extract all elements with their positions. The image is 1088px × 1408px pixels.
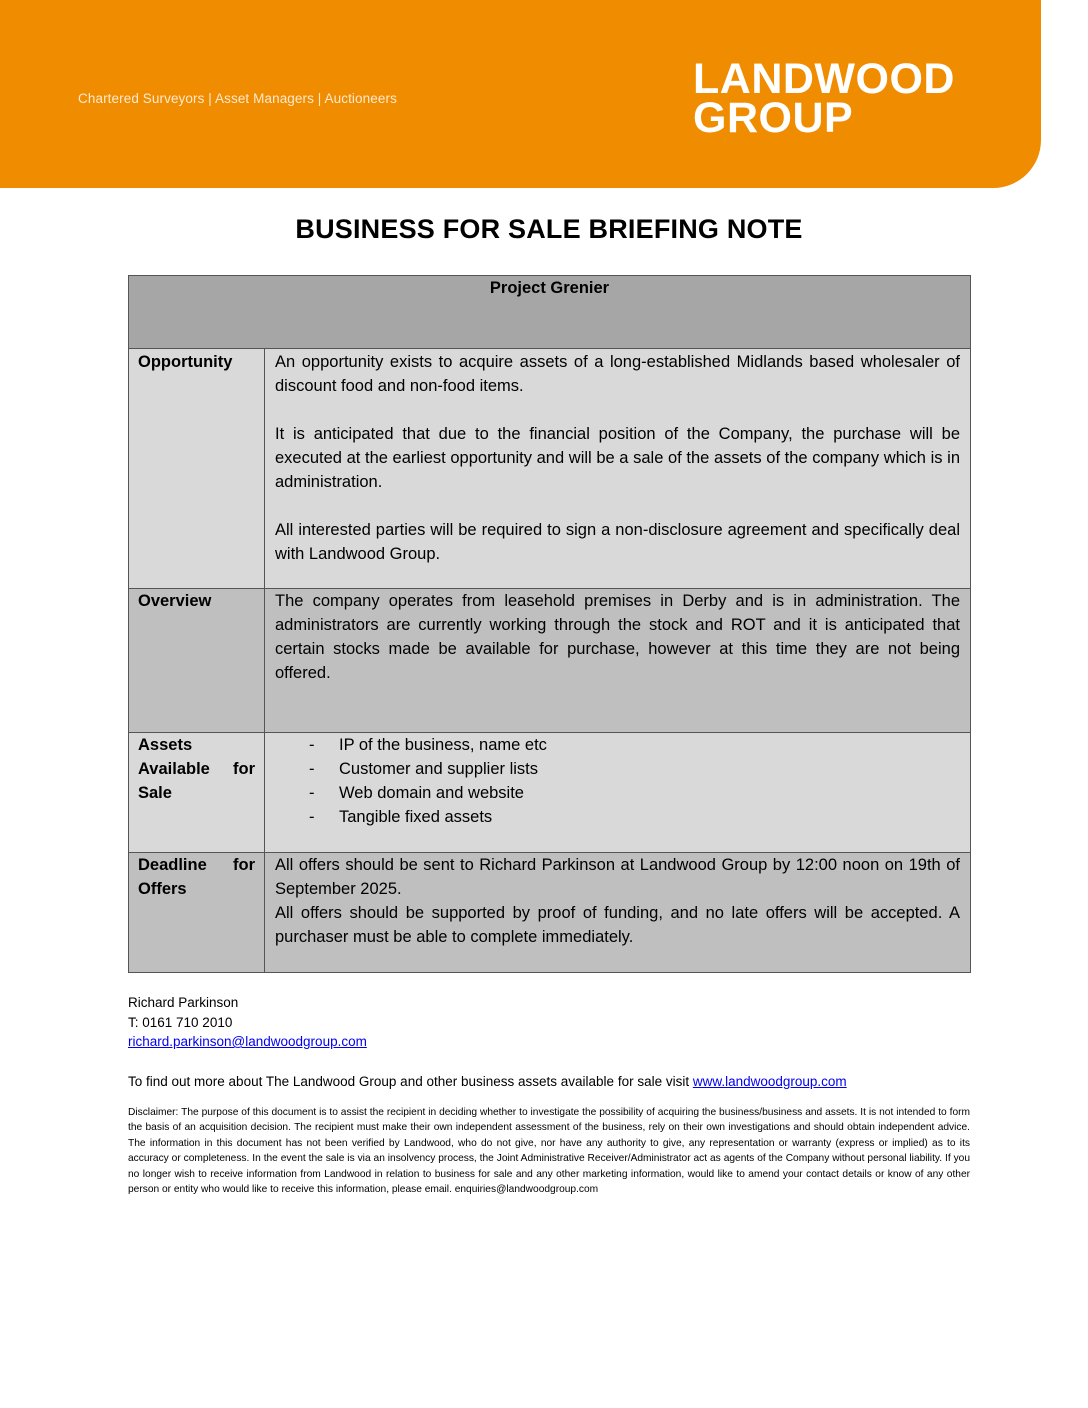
opportunity-paragraph: All interested parties will be required to sign a non-disclosure agreement and specifically deal with Landwood Group. [275,521,960,563]
deadline-row [129,853,971,973]
contact-block [128,993,367,1052]
overview-label: Overview [129,589,265,733]
contact-phone: T: 0161 710 2010 [128,1014,233,1030]
deadline-label: Deadline for Offers [129,853,265,973]
disclaimer-text: Disclaimer: The purpose of this document is to assist the recipient in deciding whether to investigate the possibility of acquiring the business/business and assets. It is not intended to form the basis of an acquisition decision. The recipient must make their own independent assessment of the business, rely on their own investigations and should obtain independent advice. The information in this document has not been verified by Landwood, who do not give, nor have any authority to give, any representation or warranty (express or implied) as to its accuracy or completeness. In the event the sale is via an insolvency process, the Joint Administrative Receiver/Administrator act as agents of the Company without personal liability. If you no longer wish to receive information from Landwood in relation to business for sale and any other marketing information, would like to amend your contact details or know of any other person or entity who would like to receive this information, please email. enquiries@landwoodgroup.com [128,1107,970,1196]
assets-list [275,733,960,829]
deadline-line: All offers should be sent to Richard Parkinson at Landwood Group by 12:00 noon on 19th of September 2025. [275,856,960,898]
asset-item: - Web domain and website [309,784,524,802]
asset-item: - IP of the business, name etc [309,736,547,754]
more-info-line [128,1072,847,1091]
logo-line-2: GROUP [693,94,854,142]
project-name: Project Grenier [129,276,971,349]
assets-content [265,733,971,853]
overview-row [129,589,971,733]
opportunity-paragraph: An opportunity exists to acquire assets of a long-established Midlands based wholesaler of discount food and non-food items. [275,353,960,395]
briefing-table [128,275,971,973]
asset-item: - Tangible fixed assets [309,808,493,826]
opportunity-label: Opportunity [129,349,265,589]
website-link[interactable]: www.landwoodgroup.com [692,1074,847,1089]
more-info-text: To find out more about The Landwood Group and other business assets available for sale visit [128,1074,693,1089]
header-banner [0,0,1041,188]
document-title: BUSINESS FOR SALE BRIEFING NOTE [295,214,803,244]
landwood-group-logo[interactable] [693,55,955,142]
assets-row [129,733,971,853]
opportunity-paragraph: It is anticipated that due to the financial position of the Company, the purchase will be executed at the earliest opportunity and will be a sale of the assets of the company which is in administration. [275,425,960,491]
deadline-content [265,853,971,973]
asset-item: - Customer and supplier lists [309,760,538,778]
opportunity-content [265,349,971,589]
deadline-line: All offers should be supported by proof of funding, and no late offers will be accepted. A purchaser must be able to complete immediately. [275,904,960,946]
contact-email-link[interactable]: richard.parkinson@landwoodgroup.com [128,1034,367,1049]
opportunity-row [129,349,971,589]
assets-label: Assets Available for Sale [129,733,265,853]
logo-line-1: LANDWOOD [693,55,955,103]
overview-content: The company operates from leasehold premises in Derby and is in administration. The administrators are currently working through the stock and ROT and it is anticipated that certain stocks made be available for purchase, however at this time they are not being offered. [265,589,971,733]
company-tagline: Chartered Surveyors | Asset Managers | Auctioneers [78,91,397,106]
project-header-row [129,276,971,349]
contact-name: Richard Parkinson [128,995,239,1010]
